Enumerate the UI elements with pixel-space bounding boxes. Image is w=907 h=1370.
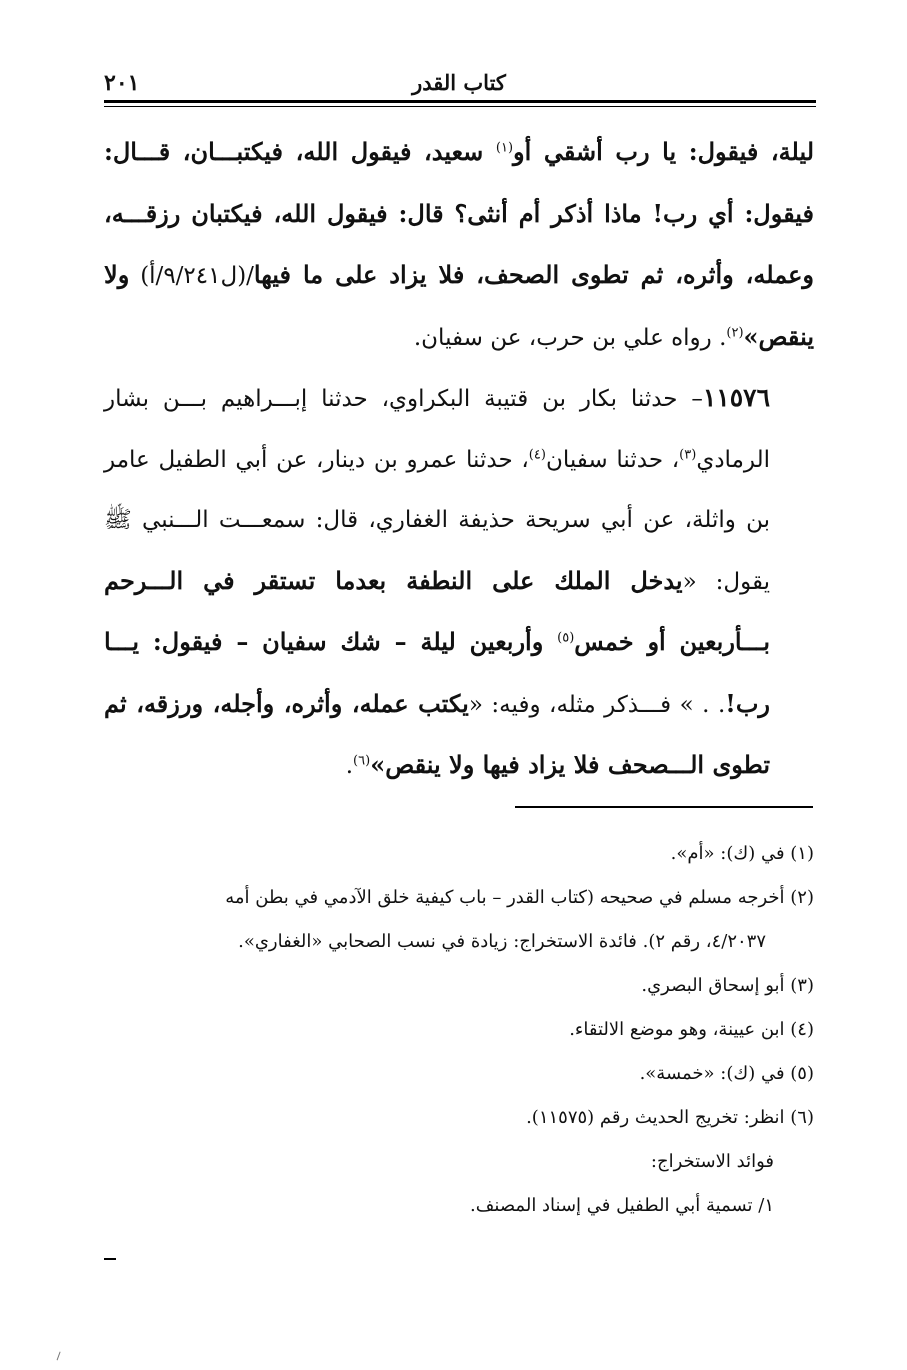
footnote: (٢) أخرجه مسلم في صحيحه (كتاب القدر – باب كيفية خلق الآدمي في بطن أمه — [225, 887, 814, 908]
isnad-text: . . » فـــذكر مثله، وفيه: « — [468, 691, 726, 718]
footnote: (٦) انظر: تخريج الحديث رقم (١١٥٧٥). — [526, 1107, 814, 1128]
footnote: (٣) أبو إسحاق البصري. — [641, 975, 814, 996]
footnote: (١) في (ك): «أم». — [670, 843, 814, 864]
isnad-text: ، حدثنا سفيان — [545, 446, 680, 473]
narration-note: . رواه علي بن حرب، عن سفيان. — [413, 324, 727, 351]
scan-artifact — [57, 1352, 64, 1362]
isnad-text: ، حدثنا عمرو بن دينار، عن أبي الطفيل عامر بن واثلة، عن أبي سريحة حذيفة الغفاري، قال: سمعـــت الـــنبي ﷺ يقول: « — [104, 446, 770, 595]
margin-mark — [104, 1258, 116, 1260]
footnote-ref: (٢) — [726, 324, 744, 340]
hadith-paragraph — [104, 368, 814, 797]
footnotes — [104, 832, 814, 1228]
hadith-text: سعيد، فيقول الله، فيكتبـــان، قـــال: فيقول: أي رب! ماذا أذكر أم أنثى؟ قال: فيقول الله، فيكتبان رزقـــه، وعمله، وأثره، ثم تطوى الصحف، فلا يزاد على ما فيها — [104, 137, 814, 289]
header-rule-thin — [104, 106, 816, 107]
running-title: كتاب القدر — [412, 70, 506, 95]
hadith-text: يكتب عمله، وأثره، وأجله، ورزقه، ثم تطوى الـــصحف فلا يزاد فيها ولا ينقص» — [104, 688, 770, 779]
footnote-ref: (٣) — [679, 446, 697, 462]
page-number: ٢٠١ — [104, 70, 140, 96]
footnote-ref: (٤) — [528, 446, 546, 462]
footnote-continuation: ٤/٢٠٣٧، رقم ٢). فائدة الاستخراج: زيادة في نسب الصحابي «الغفاري». — [238, 931, 766, 952]
isnad-text: – حدثنا بكار بن قتيبة البكراوي، حدثنا إبـــراهيم بـــن بشار الرمادي — [104, 386, 770, 473]
header-rule-thick — [104, 100, 816, 103]
footnote-ref: (١) — [495, 140, 514, 156]
hadith-text: وأربعين ليلة – شك سفيان – فيقول: يـــا رب! — [104, 627, 770, 718]
isnad-text: . — [345, 753, 354, 779]
paragraph-continuation — [104, 122, 814, 368]
footnote-ref: (٥) — [557, 630, 575, 646]
manuscript-folio-marker: /(ل٩/٢٤١/أ) — [129, 263, 254, 289]
main-text — [104, 122, 814, 797]
footnote-separator — [515, 806, 813, 808]
footnote: (٤) ابن عيينة، وهو موضع الالتقاء. — [569, 1019, 814, 1040]
hadith-number: ١١٥٧٦ — [702, 383, 770, 412]
hadith-text: ليلة، فيقول: يا رب أشقي أو — [513, 137, 815, 166]
footnote: (٥) في (ك): «خمسة». — [639, 1063, 814, 1084]
benefits-heading: فوائد الاستخراج: — [650, 1151, 774, 1172]
footnote-ref: (٦) — [353, 753, 371, 769]
page-header — [104, 70, 814, 102]
hadith-text: ولا ينقص» — [104, 260, 814, 351]
benefit-item: ١/ تسمية أبي الطفيل في إسناد المصنف. — [470, 1195, 774, 1216]
hadith-text: يدخل الملك على النطفة بعدما تستقر في الـــرحم بـــأربعين أو خمس — [104, 565, 770, 656]
